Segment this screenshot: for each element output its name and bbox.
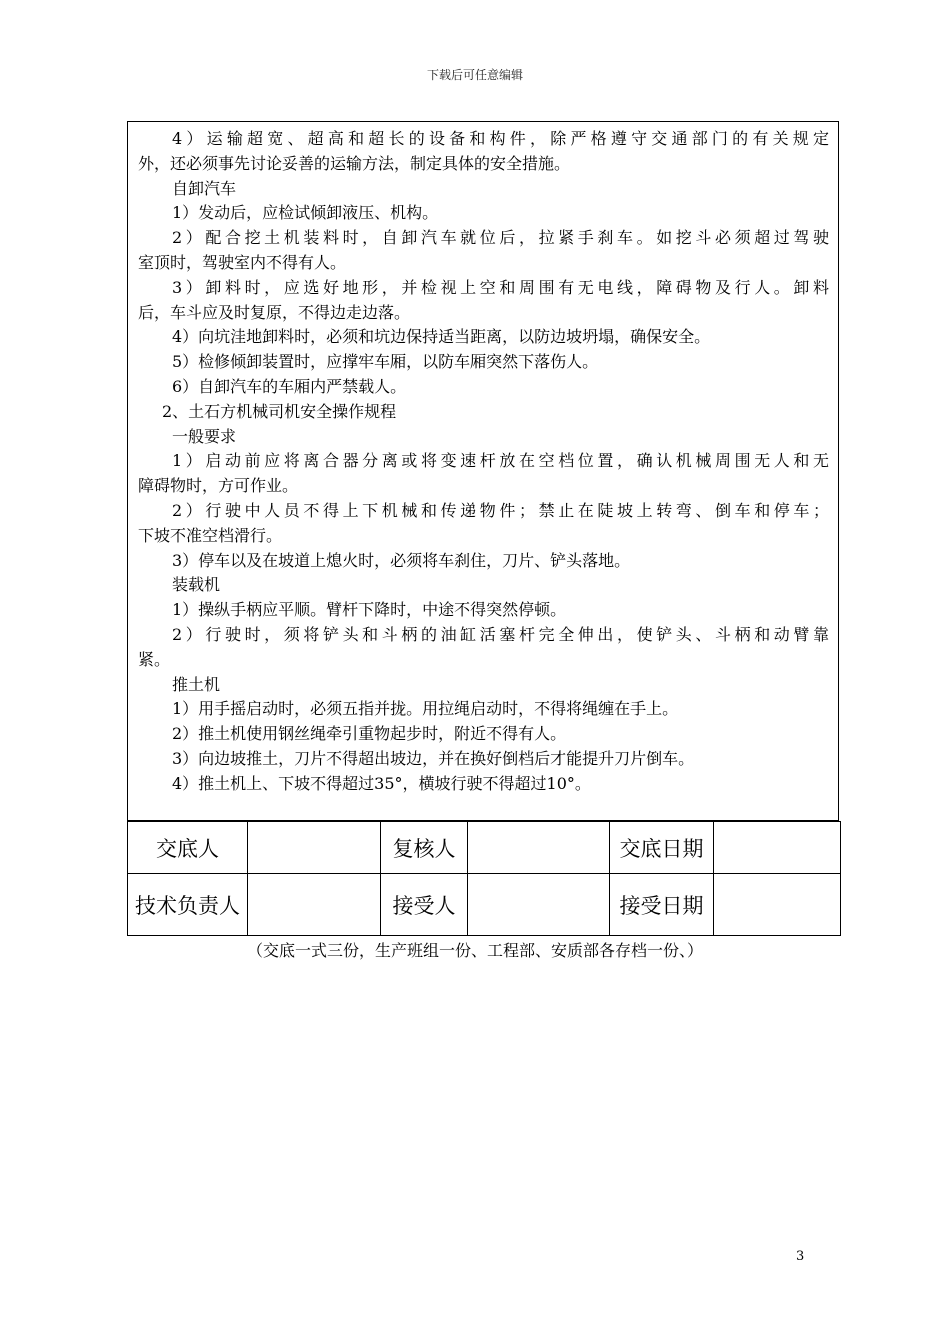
- content-line: 紧。: [138, 649, 171, 669]
- content-line: 室顶时，驾驶室内不得有人。: [138, 252, 347, 272]
- receipt-date-field[interactable]: [714, 874, 841, 936]
- content-line: 3）向边坡推土，刀片不得超出坡边，并在换好倒档后才能提升刀片倒车。: [172, 748, 695, 768]
- content-line: 1）启动前应将离合器分离或将变速杆放在空档位置，确认机械周围无人和无: [172, 451, 829, 471]
- content-line: 2）行驶时，须将铲头和斗柄的油缸活塞杆完全伸出，使铲头、斗柄和动臂靠: [172, 624, 829, 644]
- subsection-heading: 一般要求: [172, 426, 237, 446]
- disclosure-date-label: 交底日期: [610, 822, 714, 874]
- disclosure-date-field[interactable]: [714, 822, 841, 874]
- signature-row: [128, 822, 841, 874]
- reviewer-field[interactable]: [468, 822, 610, 874]
- content-line: 2）配合挖土机装料时，自卸汽车就位后，拉紧手刹车。如挖斗必须超过驾驶: [172, 228, 829, 248]
- technical-lead-field[interactable]: [248, 874, 381, 936]
- reviewer-label: 复核人: [381, 822, 468, 874]
- content-line: 3）停车以及在坡道上熄火时，必须将车刹住，刀片、铲头落地。: [172, 550, 631, 570]
- content-line: 1）用手摇启动时，必须五指并拢。用拉绳启动时，不得将绳缠在手上。: [172, 699, 679, 719]
- content-line: 下坡不准空档滑行。: [138, 525, 283, 545]
- subsection-heading: 自卸汽车: [172, 178, 237, 198]
- content-line: 1）操纵手柄应平顺。臂杆下降时，中途不得突然停顿。: [172, 600, 567, 620]
- technical-lead-label: 技术负责人: [128, 874, 248, 936]
- content-line: 障碍物时，方可作业。: [138, 476, 299, 496]
- content-line: 3）卸料时，应选好地形，并检视上空和周围有无电线，障碍物及行人。卸料: [172, 277, 829, 297]
- section-heading: 2、土石方机械司机安全操作规程: [162, 401, 397, 421]
- content-line: 4）向坑洼地卸料时，必须和坑边保持适当距离，以防边坡坍塌，确保安全。: [172, 327, 711, 347]
- page-number: 3: [796, 1249, 805, 1264]
- content-line: 1）发动后，应检试倾卸液压、机构。: [172, 203, 439, 223]
- subsection-heading: 推土机: [172, 674, 221, 694]
- content-line: 5）检修倾卸装置时，应撑牢车厢，以防车厢突然下落伤人。: [172, 352, 599, 372]
- content-line: 4）运输超宽、超高和超长的设备和构件，除严格遵守交通部门的有关规定: [172, 129, 829, 148]
- discloser-label: 交底人: [128, 822, 248, 874]
- discloser-field[interactable]: [248, 822, 381, 874]
- receiver-label: 接受人: [381, 874, 468, 936]
- header-note: 下载后可任意编辑: [426, 68, 523, 82]
- receipt-date-label: 接受日期: [610, 874, 714, 936]
- content-lines: [128, 122, 838, 797]
- content-line: 6）自卸汽车的车厢内严禁载人。: [172, 376, 407, 396]
- content-line: 4）推土机上、下坡不得超过35°，横坡行驶不得超过10°。: [172, 773, 591, 793]
- footnote: （交底一式三份，生产班组一份、工程部、安质部各存档一份、）: [246, 941, 703, 960]
- signature-row: [128, 874, 841, 936]
- signature-table: [127, 821, 841, 936]
- content-line: 2）行驶中人员不得上下机械和传递物件；禁止在陡坡上转弯、倒车和停车；: [172, 500, 829, 520]
- content-line: 2）推土机使用钢丝绳牵引重物起步时，附近不得有人。: [172, 724, 567, 744]
- content-line: 外，还必须事先讨论妥善的运输方法，制定具体的安全措施。: [138, 153, 571, 173]
- content-line: 后，车斗应及时复原，不得边走边落。: [138, 302, 411, 322]
- content-box: [127, 121, 839, 821]
- receiver-field[interactable]: [468, 874, 610, 936]
- subsection-heading: 装载机: [172, 575, 221, 595]
